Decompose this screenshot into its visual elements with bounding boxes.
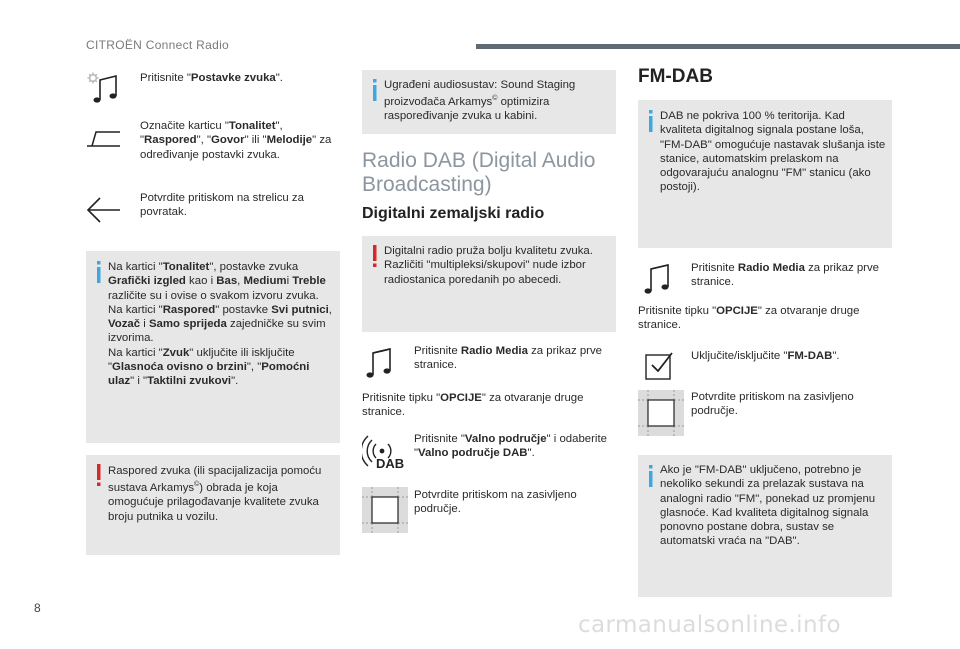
col2-warning-text: Digitalni radio pruža bolju kvalitetu zvuka. Različiti "multipleksi/skupovi" nude izbor radiostanica poredanih po abecedi. xyxy=(384,245,593,286)
running-header: CITROËN Connect Radio xyxy=(86,38,230,52)
header-bar xyxy=(476,44,960,49)
music-note-icon xyxy=(362,345,398,381)
info-mark-icon xyxy=(646,465,656,487)
back-arrow-icon xyxy=(86,192,122,228)
music-note-icon xyxy=(640,261,676,297)
col1-step-settings: Pritisnite "Postavke zvuka". xyxy=(140,72,283,84)
col2-info-box xyxy=(362,70,616,134)
col2-info-text: Ugrađeni audiosustav: Sound Staging proizvođača Arkamys© optimizira raspoređivanje zvuka u kabini. xyxy=(384,79,576,123)
col3-options-paragraph: Pritisnite tipku "OPCIJE" za otvaranje druge stranice. xyxy=(638,305,860,332)
warning-mark-icon xyxy=(94,464,104,486)
col2-step-band: Pritisnite "Valno područje" i odaberite "Valno područje DAB". xyxy=(414,433,607,460)
tab-bar-icon xyxy=(86,120,122,156)
dab-icon-label: DAB xyxy=(376,456,405,471)
col3-step-radio-media: Pritisnite Radio Media za prikaz prve stranice. xyxy=(691,262,880,289)
col3-info2-text: Ako je "FM-DAB" uključeno, potrebno je nekoliko sekundi za prelazak sustava na analogni radio "FM", ponekad uz promjenu glasnoće. Kad kvaliteta digitalnog signala ponovno postane dobra, sustav se automatski vraća na "DAB". xyxy=(660,464,876,548)
col1-step-back: Potvrdite pritiskom na strelicu za povratak. xyxy=(140,192,304,219)
section-heading-dab: Radio DAB (Digital Audio Broadcasting) xyxy=(362,149,596,196)
info-mark-icon xyxy=(370,79,380,101)
grey-area-icon xyxy=(638,390,684,436)
watermark: carmanualsonline.info xyxy=(578,612,841,638)
info-mark-icon xyxy=(94,261,104,283)
col3-step-confirm: Potvrdite pritiskom na zasivljeno područje. xyxy=(691,391,854,418)
col3-info-text: DAB ne pokriva 100 % teritorija. Kad kvaliteta digitalnog signala postane loša, "FM-DAB" omogućuje nastavak slušanja iste stanice, automatskim prelaskom na odgovarajuću analognu "FM" stanicu (ako postoji). xyxy=(660,110,886,194)
col1-warning-box xyxy=(86,455,340,555)
info-mark-icon xyxy=(646,110,656,132)
col1-info-text: Na kartici "Tonalitet", postavke zvuka Grafički izgled kao i Bas, Mediumi Treble različite su i ovise o svakom izvoru zvuka. Na kartici "Raspored" postavke Svi putnici, Vozač i Samo sprijeda zajedničke su svim izvorima. Na kartici "Zvuk" uključite ili isključite "Glasnoća ovisno o brzini", "Pomoćni ulaz" i "Taktilni zvukovi". xyxy=(108,261,332,388)
col2-warning-box xyxy=(362,236,616,332)
col2-step-confirm: Potvrdite pritiskom na zasivljeno područje. xyxy=(414,489,577,516)
col1-info-box xyxy=(86,251,340,443)
warning-mark-icon xyxy=(370,245,380,267)
col2-options-paragraph: Pritisnite tipku "OPCIJE" za otvaranje druge stranice. xyxy=(362,392,584,419)
subheading-digital-radio: Digitalni zemaljski radio xyxy=(362,205,545,222)
grey-area-icon xyxy=(362,487,408,533)
checkbox-icon xyxy=(642,347,678,383)
col3-step-toggle: Uključite/isključite "FM-DAB". xyxy=(691,350,840,362)
col3-info-box xyxy=(638,100,892,248)
col2-step-radio-media: Pritisnite Radio Media za prikaz prve stranice. xyxy=(414,345,603,372)
col1-step-tabs: Označite karticu "Tonalitet", "Raspored", "Govor" ili "Melodije" za određivanje postavki zvuka. xyxy=(140,120,332,161)
section-heading-fm-dab: FM-DAB xyxy=(638,66,713,87)
col1-warning-text: Raspored zvuka (ili spacijalizacija pomoću sustava Arkamys©) obrada je koja omogućuje prilagođavanje kvalitete zvuka broju putnika u vozilu. xyxy=(108,465,322,523)
settings-note-icon xyxy=(86,70,122,106)
col3-info-box-2 xyxy=(638,455,892,597)
page-number: 8 xyxy=(34,601,41,615)
dab-radio-icon xyxy=(362,434,408,474)
